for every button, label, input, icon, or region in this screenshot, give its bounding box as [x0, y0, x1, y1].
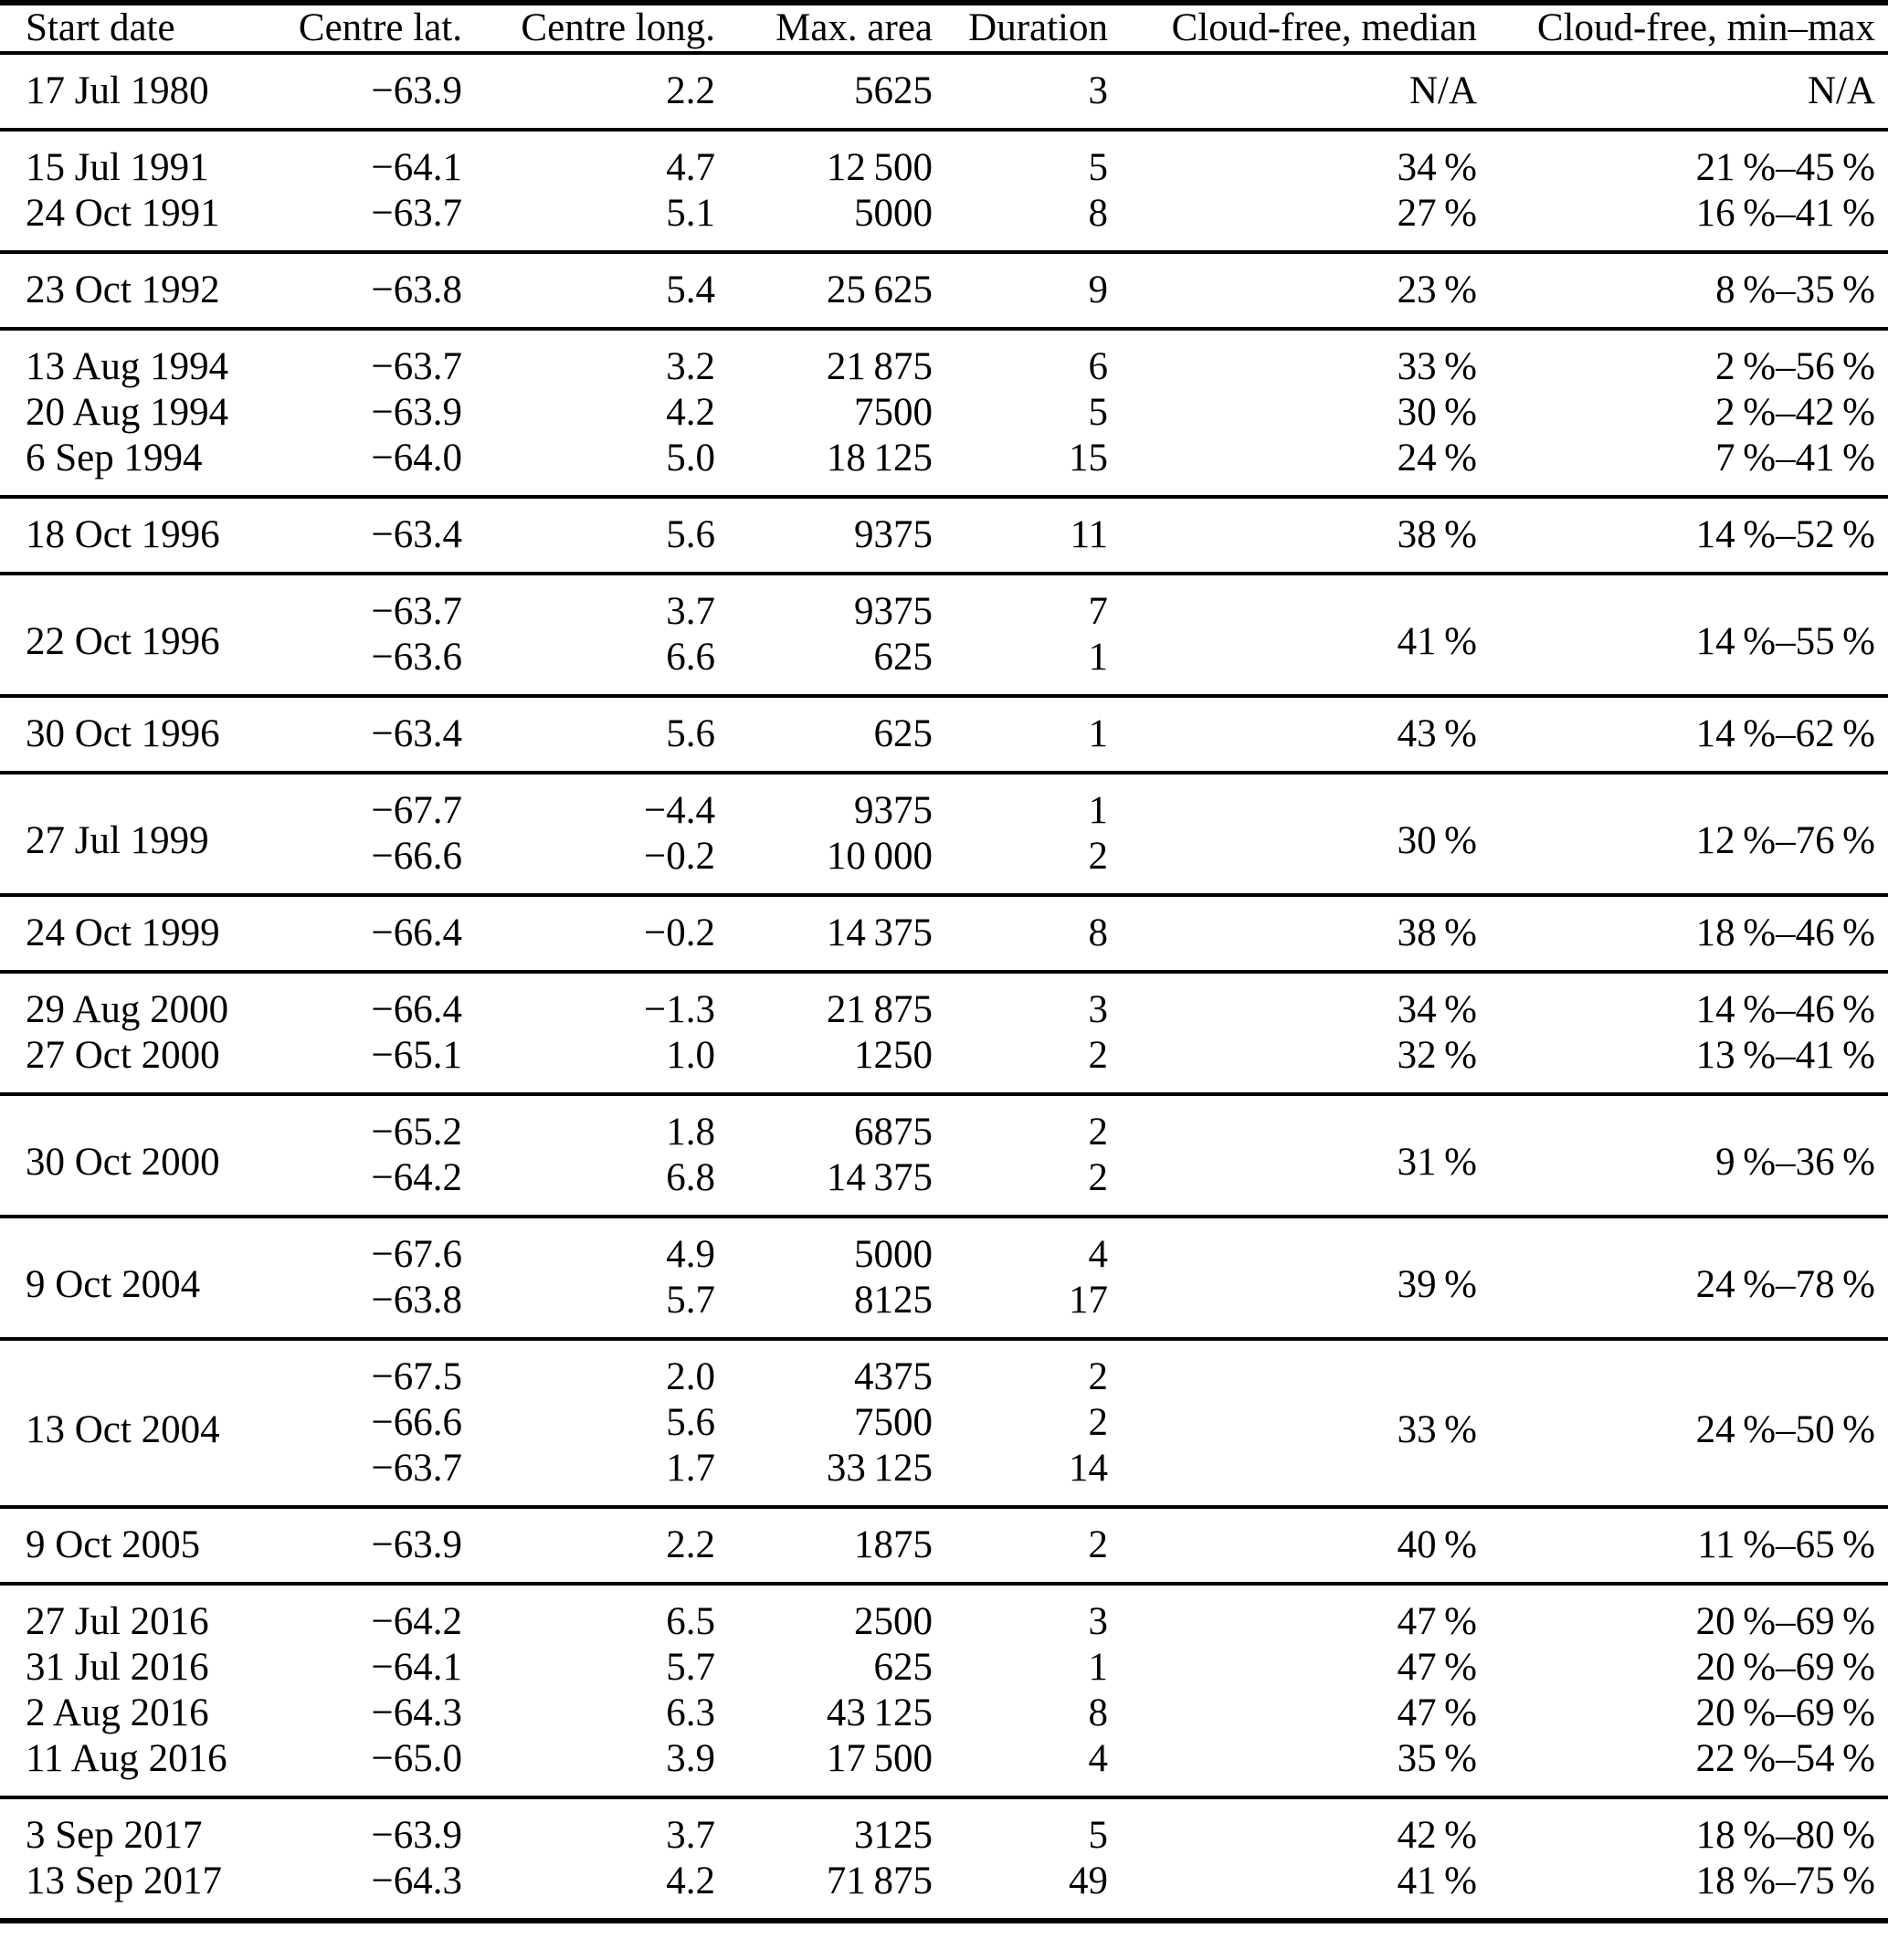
cell-duration: 49 — [1069, 1860, 1108, 1902]
row-group — [0, 497, 1888, 574]
col-header-duration: Duration — [968, 6, 1108, 49]
cell-centre-lat: −63.9 — [371, 391, 462, 434]
cell-centre-long: 6.5 — [666, 1600, 715, 1643]
cell-max-area: 2500 — [854, 1600, 933, 1643]
cell-centre-long: 3.2 — [666, 345, 715, 388]
cell-centre-long: 2.0 — [666, 1355, 715, 1398]
cell-centre-lat: −63.7 — [371, 192, 462, 235]
cell-cloud-free-median: 41 % — [1397, 1860, 1477, 1902]
table-row — [0, 1691, 1888, 1736]
cell-centre-lat: −63.8 — [371, 269, 462, 311]
cell-max-area: 625 — [873, 712, 933, 755]
cell-centre-long: 5.4 — [666, 269, 715, 311]
col-header-start-date: Start date — [26, 6, 175, 49]
cell-cloud-free-minmax: 16 %–41 % — [1695, 192, 1875, 235]
cell-max-area: 10 000 — [826, 835, 933, 878]
cell-start-date: 27 Jul 2016 — [26, 1600, 209, 1643]
cell-duration: 2 — [1088, 1034, 1108, 1077]
cell-cloud-free-minmax: 18 %–80 % — [1695, 1814, 1875, 1857]
row-group — [0, 252, 1888, 329]
cell-cloud-free-median: 39 % — [1397, 1262, 1477, 1306]
cell-duration: 2 — [1088, 1156, 1108, 1199]
table-row — [0, 130, 1888, 191]
cell-centre-lat: −63.8 — [371, 1279, 462, 1322]
cell-duration: 4 — [1088, 1233, 1108, 1276]
cell-max-area: 8125 — [854, 1279, 933, 1322]
cell-centre-long: 2.2 — [666, 69, 715, 112]
cell-centre-long: 1.7 — [666, 1447, 715, 1490]
cell-cloud-free-median: 32 % — [1397, 1034, 1477, 1077]
cell-centre-lat: −64.1 — [371, 146, 462, 189]
cell-cloud-free-median: 24 % — [1397, 437, 1477, 479]
cell-duration: 7 — [1088, 590, 1108, 633]
cell-centre-long: 6.3 — [666, 1691, 715, 1734]
cell-centre-long: 4.7 — [666, 146, 715, 189]
table-row — [0, 1645, 1888, 1691]
col-header-cloud-free-median: Cloud-free, median — [1171, 6, 1477, 49]
cell-duration: 5 — [1088, 1814, 1108, 1857]
cell-duration: 8 — [1088, 192, 1108, 235]
cell-centre-long: −1.3 — [643, 988, 715, 1031]
cell-centre-lat: −63.4 — [371, 513, 462, 556]
row-group — [0, 130, 1888, 252]
cell-max-area: 6875 — [854, 1111, 933, 1154]
row-group — [0, 1507, 1888, 1584]
cell-start-date: 9 Oct 2004 — [26, 1262, 201, 1306]
cell-centre-lat: −64.1 — [371, 1646, 462, 1689]
cell-duration: 3 — [1088, 988, 1108, 1031]
table-row — [0, 972, 1888, 1033]
cell-start-date: 31 Jul 2016 — [26, 1646, 209, 1689]
cell-centre-lat: −63.4 — [371, 712, 462, 755]
table-row — [0, 497, 1888, 574]
table-row — [0, 1797, 1888, 1859]
cell-centre-lat: −63.7 — [371, 1447, 462, 1490]
cell-duration: 5 — [1088, 146, 1108, 189]
table-row — [0, 252, 1888, 329]
row-group — [0, 53, 1888, 130]
cell-start-date: 23 Oct 1992 — [26, 269, 220, 311]
cell-centre-lat: −64.2 — [371, 1600, 462, 1643]
cell-cloud-free-minmax: 8 %–35 % — [1715, 269, 1875, 311]
cell-centre-long: 5.7 — [666, 1279, 715, 1322]
cell-cloud-free-minmax: 22 %–54 % — [1695, 1737, 1875, 1780]
cell-start-date: 30 Oct 2000 — [26, 1140, 220, 1184]
row-group — [0, 972, 1888, 1094]
cell-cloud-free-median: 34 % — [1397, 988, 1477, 1031]
cell-centre-long: 4.9 — [666, 1233, 715, 1276]
cell-cloud-free-median: 33 % — [1397, 345, 1477, 388]
cell-max-area: 9375 — [854, 590, 933, 633]
table-row — [0, 1507, 1888, 1584]
cell-cloud-free-median: N/A — [1408, 69, 1477, 112]
cell-duration: 5 — [1088, 391, 1108, 434]
table-row — [0, 773, 1888, 834]
cell-max-area: 7500 — [854, 391, 933, 434]
cell-centre-long: 3.7 — [666, 1814, 715, 1857]
cell-max-area: 14 375 — [826, 1156, 933, 1199]
cell-centre-lat: −63.7 — [371, 590, 462, 633]
cell-start-date: 17 Jul 1980 — [26, 69, 209, 112]
cell-duration: 8 — [1088, 1691, 1108, 1734]
cell-centre-lat: −66.4 — [371, 912, 462, 954]
cell-duration: 4 — [1088, 1737, 1108, 1780]
cell-centre-lat: −65.1 — [371, 1034, 462, 1077]
cell-centre-lat: −64.3 — [371, 1860, 462, 1902]
cell-centre-lat: −65.2 — [371, 1111, 462, 1154]
cell-centre-lat: −64.0 — [371, 437, 462, 479]
cell-cloud-free-median: 35 % — [1397, 1737, 1477, 1780]
cell-duration: 2 — [1088, 835, 1108, 878]
cell-duration: 1 — [1088, 1646, 1108, 1689]
cell-cloud-free-median: 31 % — [1397, 1140, 1477, 1184]
table-row — [0, 390, 1888, 436]
cell-cloud-free-minmax: 14 %–55 % — [1695, 619, 1875, 663]
cell-centre-long: 5.0 — [666, 437, 715, 479]
cell-centre-lat: −63.6 — [371, 636, 462, 679]
cell-duration: 2 — [1088, 1111, 1108, 1154]
cell-centre-long: 6.6 — [666, 636, 715, 679]
cell-max-area: 21 875 — [826, 988, 933, 1031]
cell-centre-lat: −64.2 — [371, 1156, 462, 1199]
cell-start-date: 24 Oct 1991 — [26, 192, 220, 235]
cell-duration: 14 — [1069, 1447, 1108, 1490]
table-row — [0, 1094, 1888, 1155]
cell-max-area: 12 500 — [826, 146, 933, 189]
cell-centre-lat: −67.6 — [371, 1233, 462, 1276]
cell-start-date: 3 Sep 2017 — [26, 1814, 203, 1857]
cell-start-date: 2 Aug 2016 — [26, 1691, 209, 1734]
cell-max-area: 9375 — [854, 789, 933, 832]
col-header-cloud-free-minmax: Cloud-free, min–max — [1536, 6, 1875, 49]
cell-max-area: 7500 — [854, 1401, 933, 1444]
cell-duration: 2 — [1088, 1401, 1108, 1444]
cell-start-date: 27 Oct 2000 — [26, 1034, 220, 1077]
cell-centre-long: −4.4 — [643, 789, 715, 832]
cell-duration: 2 — [1088, 1355, 1108, 1398]
cell-start-date: 18 Oct 1996 — [26, 513, 220, 556]
cell-centre-lat: −63.9 — [371, 69, 462, 112]
col-header-centre-lat: Centre lat. — [298, 6, 462, 49]
table-row — [0, 1339, 1888, 1400]
table-row — [0, 329, 1888, 390]
cell-max-area: 18 125 — [826, 437, 933, 479]
cell-start-date: 13 Oct 2004 — [26, 1407, 220, 1451]
cell-cloud-free-minmax: 12 %–76 % — [1695, 818, 1875, 862]
cell-cloud-free-minmax: 24 %–50 % — [1695, 1407, 1875, 1451]
table-row — [0, 696, 1888, 773]
header-row — [0, 3, 1888, 53]
cell-cloud-free-minmax: 11 %–65 % — [1697, 1523, 1875, 1566]
table-row — [0, 436, 1888, 497]
cell-centre-lat: −63.7 — [371, 345, 462, 388]
cell-duration: 8 — [1088, 912, 1108, 954]
cell-cloud-free-minmax: 20 %–69 % — [1695, 1646, 1875, 1689]
cell-max-area: 5000 — [854, 192, 933, 235]
cell-start-date: 27 Jul 1999 — [26, 818, 209, 862]
table-row — [0, 1584, 1888, 1645]
cell-centre-long: 2.2 — [666, 1523, 715, 1566]
cell-start-date: 9 Oct 2005 — [26, 1523, 201, 1566]
cell-centre-lat: −67.5 — [371, 1355, 462, 1398]
cell-max-area: 1250 — [854, 1034, 933, 1077]
cell-duration: 1 — [1088, 789, 1108, 832]
cell-centre-long: 5.6 — [666, 712, 715, 755]
cell-centre-long: −0.2 — [643, 835, 715, 878]
table-row — [0, 1859, 1888, 1921]
table-row — [0, 53, 1888, 130]
row-group — [0, 1094, 1888, 1217]
row-group — [0, 1584, 1888, 1797]
cell-centre-lat: −64.3 — [371, 1691, 462, 1734]
cell-centre-long: 5.1 — [666, 192, 715, 235]
cell-cloud-free-minmax: 14 %–52 % — [1695, 513, 1875, 556]
cell-start-date: 6 Sep 1994 — [26, 437, 203, 479]
cell-cloud-free-median: 41 % — [1397, 619, 1477, 663]
cell-cloud-free-minmax: 20 %–69 % — [1695, 1691, 1875, 1734]
cell-start-date: 11 Aug 2016 — [26, 1737, 227, 1780]
cell-centre-lat: −63.9 — [371, 1523, 462, 1566]
cell-max-area: 43 125 — [826, 1691, 933, 1734]
cell-cloud-free-median: 30 % — [1397, 391, 1477, 434]
cell-max-area: 3125 — [854, 1814, 933, 1857]
cell-max-area: 17 500 — [826, 1737, 933, 1780]
cell-centre-long: 3.7 — [666, 590, 715, 633]
cell-cloud-free-minmax: 21 %–45 % — [1695, 146, 1875, 189]
cell-duration: 11 — [1070, 513, 1108, 556]
cell-cloud-free-minmax: 14 %–46 % — [1695, 988, 1875, 1031]
cell-max-area: 14 375 — [826, 912, 933, 954]
cell-cloud-free-minmax: N/A — [1807, 69, 1875, 112]
row-group — [0, 1217, 1888, 1339]
cell-start-date: 20 Aug 1994 — [26, 391, 229, 434]
cell-duration: 15 — [1069, 437, 1108, 479]
cell-duration: 6 — [1088, 345, 1108, 388]
cell-max-area: 71 875 — [826, 1860, 933, 1902]
cell-max-area: 625 — [873, 1646, 933, 1689]
cell-max-area: 21 875 — [826, 345, 933, 388]
cell-cloud-free-median: 47 % — [1397, 1600, 1477, 1643]
col-header-centre-long: Centre long. — [521, 6, 715, 49]
cell-start-date: 24 Oct 1999 — [26, 912, 220, 954]
cell-centre-lat: −66.4 — [371, 988, 462, 1031]
cell-cloud-free-minmax: 13 %–41 % — [1695, 1034, 1875, 1077]
row-group — [0, 895, 1888, 972]
cell-cloud-free-median: 38 % — [1397, 513, 1477, 556]
cell-cloud-free-minmax: 24 %–78 % — [1695, 1262, 1875, 1306]
cell-centre-long: −0.2 — [643, 912, 715, 954]
cell-start-date: 30 Oct 1996 — [26, 712, 220, 755]
cell-start-date: 13 Aug 1994 — [26, 345, 229, 388]
cell-max-area: 1875 — [854, 1523, 933, 1566]
cell-max-area: 4375 — [854, 1355, 933, 1398]
cell-start-date: 29 Aug 2000 — [26, 988, 229, 1031]
cell-cloud-free-minmax: 14 %–62 % — [1695, 712, 1875, 755]
row-group — [0, 696, 1888, 773]
cell-max-area: 33 125 — [826, 1447, 933, 1490]
cell-cloud-free-minmax: 9 %–36 % — [1715, 1140, 1875, 1184]
cell-cloud-free-median: 30 % — [1397, 818, 1477, 862]
table-head — [0, 3, 1888, 53]
table-row — [0, 895, 1888, 972]
cell-centre-long: 4.2 — [666, 391, 715, 434]
cell-centre-long: 4.2 — [666, 1860, 715, 1902]
cell-duration: 1 — [1088, 712, 1108, 755]
cell-duration: 3 — [1088, 1600, 1108, 1643]
cell-cloud-free-median: 42 % — [1397, 1814, 1477, 1857]
cell-centre-long: 5.6 — [666, 513, 715, 556]
table-row — [0, 1217, 1888, 1278]
cell-centre-lat: −65.0 — [371, 1737, 462, 1780]
cell-cloud-free-median: 47 % — [1397, 1691, 1477, 1734]
cell-centre-long: 5.7 — [666, 1646, 715, 1689]
cell-duration: 2 — [1088, 1523, 1108, 1566]
cell-cloud-free-median: 43 % — [1397, 712, 1477, 755]
table-row — [0, 1033, 1888, 1094]
cell-centre-lat: −67.7 — [371, 789, 462, 832]
cell-centre-lat: −63.9 — [371, 1814, 462, 1857]
col-header-max-area: Max. area — [775, 6, 933, 49]
cell-centre-long: 5.6 — [666, 1401, 715, 1444]
cell-max-area: 25 625 — [826, 269, 933, 311]
cell-centre-long: 1.8 — [666, 1111, 715, 1154]
cell-centre-long: 1.0 — [666, 1034, 715, 1077]
cell-start-date: 22 Oct 1996 — [26, 619, 220, 663]
cell-duration: 3 — [1088, 69, 1108, 112]
cell-cloud-free-minmax: 18 %–75 % — [1695, 1860, 1875, 1902]
cell-centre-lat: −66.6 — [371, 835, 462, 878]
cell-max-area: 9375 — [854, 513, 933, 556]
table-row — [0, 574, 1888, 635]
cell-cloud-free-median: 23 % — [1397, 269, 1477, 311]
cell-cloud-free-minmax: 2 %–56 % — [1715, 345, 1875, 388]
cell-cloud-free-minmax: 18 %–46 % — [1695, 912, 1875, 954]
cell-cloud-free-median: 34 % — [1397, 146, 1477, 189]
cell-start-date: 15 Jul 1991 — [26, 146, 209, 189]
table-row — [0, 1736, 1888, 1797]
cell-centre-long: 6.8 — [666, 1156, 715, 1199]
cell-cloud-free-median: 40 % — [1397, 1523, 1477, 1566]
row-group — [0, 773, 1888, 895]
cell-max-area: 625 — [873, 636, 933, 679]
row-group — [0, 1339, 1888, 1507]
cell-duration: 1 — [1088, 636, 1108, 679]
table-row — [0, 191, 1888, 252]
row-group — [0, 329, 1888, 497]
cell-cloud-free-minmax: 2 %–42 % — [1715, 391, 1875, 434]
row-group — [0, 574, 1888, 696]
cell-max-area: 5000 — [854, 1233, 933, 1276]
cell-duration: 17 — [1069, 1279, 1108, 1322]
cell-cloud-free-median: 47 % — [1397, 1646, 1477, 1689]
cell-centre-long: 3.9 — [666, 1737, 715, 1780]
cell-cloud-free-median: 38 % — [1397, 912, 1477, 954]
cell-max-area: 5625 — [854, 69, 933, 112]
row-group — [0, 1797, 1888, 1921]
cell-cloud-free-median: 33 % — [1397, 1407, 1477, 1451]
cell-centre-lat: −66.6 — [371, 1401, 462, 1444]
cell-cloud-free-minmax: 7 %–41 % — [1715, 437, 1875, 479]
cell-duration: 9 — [1088, 269, 1108, 311]
cell-start-date: 13 Sep 2017 — [26, 1860, 222, 1902]
cell-cloud-free-median: 27 % — [1397, 192, 1477, 235]
cell-cloud-free-minmax: 20 %–69 % — [1695, 1600, 1875, 1643]
